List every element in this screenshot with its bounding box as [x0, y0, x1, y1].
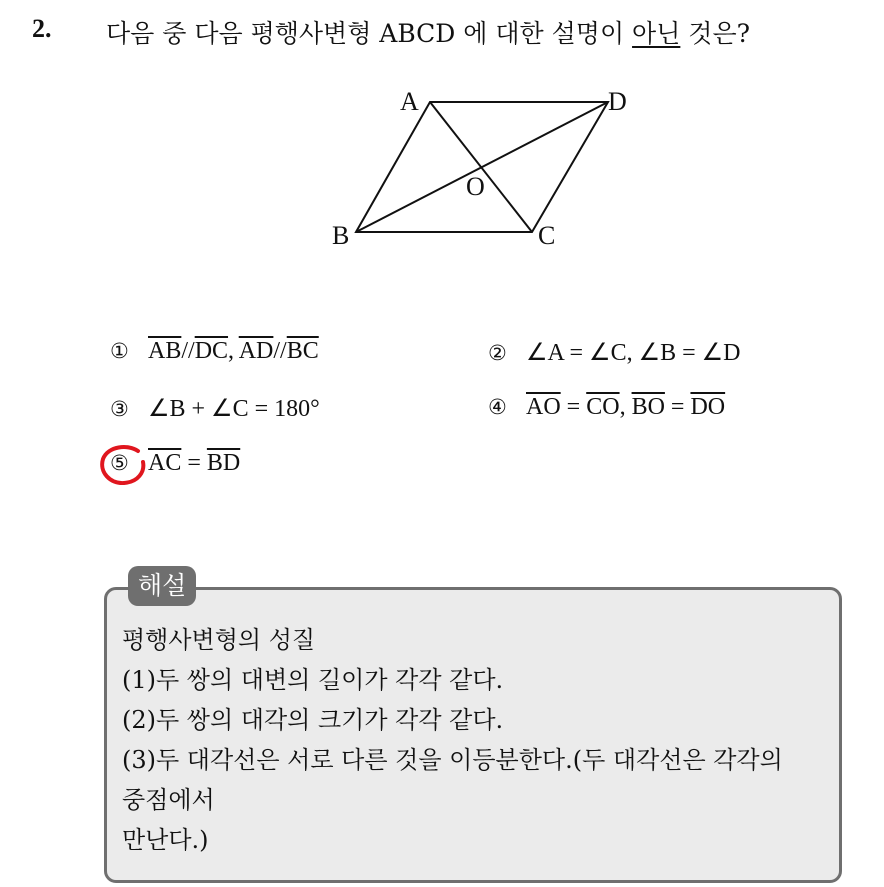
expression-text: =	[664, 394, 691, 420]
segment-name: $\overline{BO}$	[631, 394, 665, 420]
question-text	[106, 14, 750, 50]
explanation-line: 중점에서	[122, 786, 215, 814]
answer-circle-stroke	[102, 447, 143, 483]
segment-name: $\overline{DO}$	[690, 394, 726, 420]
segment-name: $\overline{BD}$	[206, 450, 241, 476]
choice-content	[526, 340, 741, 366]
choice-content	[148, 338, 319, 364]
label-b: B	[332, 221, 350, 250]
question-text-before: 다음 중 다음 평행사변형 ABCD 에 대한 설명이	[106, 19, 633, 48]
choice-mark: ④	[488, 395, 507, 419]
segment-name: $\overline{AC}$	[148, 450, 182, 476]
explanation-line: (3)두 대각선은 서로 다른 것을 이등분한다.(두 대각선은 각각의	[122, 746, 783, 774]
expression-text: //	[273, 338, 287, 364]
expression-text: =	[560, 394, 587, 420]
choice-mark: ③	[110, 397, 129, 421]
choice-3[interactable]	[110, 394, 320, 423]
choice-mark: ②	[488, 341, 507, 365]
explanation-text	[122, 620, 832, 860]
answer-circle-mark	[98, 444, 150, 488]
explanation-line: 만난다.)	[122, 826, 209, 854]
expression-text: ,	[228, 338, 239, 364]
choice-content	[526, 394, 725, 420]
label-d: D	[608, 87, 627, 116]
segment-name: $\overline{AO}$	[526, 394, 561, 420]
segment-name: $\overline{CO}$	[586, 394, 620, 420]
explanation-line: (2)두 쌍의 대각의 크기가 각각 같다.	[122, 706, 504, 734]
label-o: O	[466, 172, 485, 201]
choice-4[interactable]	[488, 394, 725, 421]
question-number: 2.	[32, 14, 52, 43]
parallelogram-figure	[320, 80, 627, 255]
expression-text: //	[181, 338, 195, 364]
question-text-after: 것은?	[680, 19, 751, 48]
expression-text: ,	[619, 394, 632, 420]
explanation-tag: 해설	[128, 566, 196, 606]
expression-text: =	[181, 450, 207, 476]
choice-mark: ⑤	[110, 451, 129, 475]
expression-text: ∠B + ∠C = 180°	[148, 396, 320, 422]
label-a: A	[400, 87, 419, 116]
choice-content	[148, 450, 240, 476]
expression-text: ∠A = ∠C, ∠B = ∠D	[526, 340, 741, 366]
label-c: C	[538, 221, 556, 250]
segment-name: $\overline{AD}$	[238, 338, 274, 364]
segment-name: $\overline{DC}$	[194, 338, 229, 364]
segment-name: $\overline{AB}$	[148, 338, 182, 364]
choice-1[interactable]	[110, 338, 319, 365]
choice-2[interactable]	[488, 338, 741, 367]
choice-content	[148, 396, 320, 422]
explanation-line: (1)두 쌍의 대변의 길이가 각각 같다.	[122, 666, 504, 694]
segment-name: $\overline{BC}$	[286, 338, 319, 364]
question-text-underlined: 아닌	[632, 19, 681, 48]
explanation-line: 평행사변형의 성질	[122, 626, 316, 654]
choice-mark: ①	[110, 339, 129, 363]
